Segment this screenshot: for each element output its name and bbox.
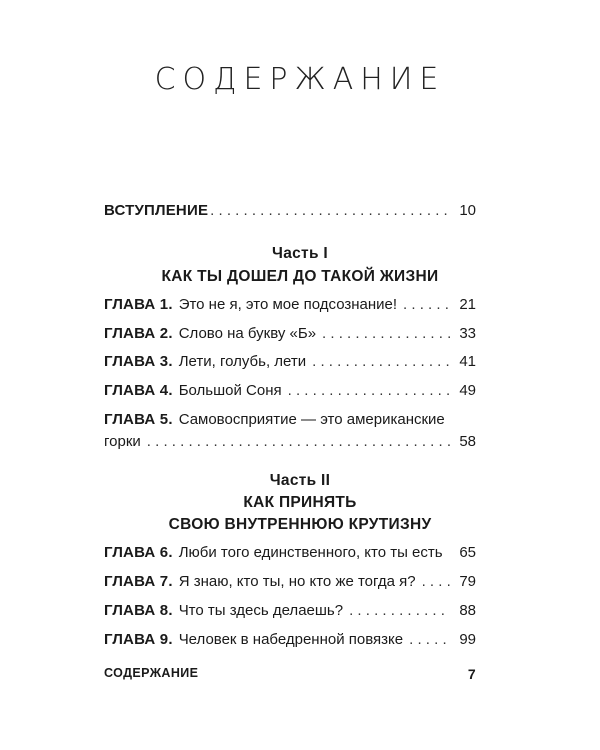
chapter-label: ГЛАВА 2. [104, 325, 173, 342]
part-2-title-line-2: СВОЮ ВНУТРЕННЮЮ КРУТИЗНУ [168, 516, 432, 533]
chapter-page: 58 [459, 433, 476, 450]
page-number: 7 [467, 666, 476, 682]
chapter-label: ГЛАВА 9. [104, 631, 173, 648]
part-1-title: КАК ТЫ ДОШЕЛ ДО ТАКОЙ ЖИЗНИ [161, 268, 439, 285]
page-footer [104, 666, 476, 682]
toc-entry-chapter-5[interactable] [104, 409, 476, 453]
part-2-title-line-1: КАК ПРИНЯТЬ [243, 494, 357, 511]
intro-label: ВСТУПЛЕНИЕ [104, 202, 209, 219]
chapter-page: 49 [459, 382, 476, 399]
chapter-page: 99 [459, 631, 476, 648]
toc-entry-chapter-2[interactable] [104, 323, 476, 345]
chapter-page: 79 [459, 573, 476, 590]
toc-entry-chapter-8[interactable] [104, 600, 476, 622]
toc-entry-intro[interactable] [104, 200, 476, 222]
chapter-title: Слово на букву «Б» [178, 325, 317, 342]
chapter-label: ГЛАВА 5. [104, 411, 173, 428]
chapter-title: Человек в набедренной повязке [178, 631, 404, 648]
leader-dots [349, 600, 450, 622]
chapter-label: ГЛАВА 7. [104, 573, 173, 590]
chapter-title: Большой Соня [178, 382, 282, 399]
leader-dots [403, 294, 450, 316]
toc-entry-chapter-7[interactable] [104, 571, 476, 593]
running-head: СОДЕРЖАНИЕ [104, 666, 199, 680]
part-2-heading: Часть II [269, 472, 331, 489]
intro-page: 10 [459, 202, 476, 219]
chapter-title-continued: горки [104, 433, 141, 450]
chapter-label: ГЛАВА 8. [104, 602, 173, 619]
chapter-title: Самовосприятие — это американские [178, 411, 445, 428]
leader-dots [449, 542, 450, 564]
page-title: СОДЕРЖАНИЕ [154, 62, 446, 97]
leader-dots [210, 200, 450, 222]
chapter-label: ГЛАВА 6. [104, 544, 173, 561]
leader-dots [409, 629, 450, 651]
chapter-title: Это не я, это мое подсознание! [178, 296, 398, 313]
toc-entry-chapter-4[interactable] [104, 380, 476, 402]
chapter-title: Лети, голубь, лети [178, 353, 307, 370]
leader-dots [288, 380, 450, 402]
leader-dots [322, 323, 450, 345]
toc-entry-chapter-1[interactable] [104, 294, 476, 316]
toc-entry-chapter-6[interactable] [104, 542, 476, 564]
toc-entry-chapter-3[interactable] [104, 351, 476, 373]
leader-dots [312, 351, 450, 373]
leader-dots [147, 431, 450, 453]
chapter-page: 65 [459, 544, 476, 561]
chapter-title: Что ты здесь делаешь? [178, 602, 344, 619]
chapter-page: 33 [459, 325, 476, 342]
chapter-page: 21 [459, 296, 476, 313]
part-1-heading: Часть I [272, 245, 328, 262]
chapter-title: Я знаю, кто ты, но кто же тогда я? [178, 573, 416, 590]
chapter-page: 88 [459, 602, 476, 619]
toc-entry-chapter-9[interactable] [104, 629, 476, 651]
chapter-label: ГЛАВА 1. [104, 296, 173, 313]
chapter-page: 41 [459, 353, 476, 370]
chapter-title: Люби того единственного, кто ты есть [178, 544, 443, 561]
chapter-label: ГЛАВА 3. [104, 353, 173, 370]
chapter-label: ГЛАВА 4. [104, 382, 173, 399]
leader-dots [422, 571, 450, 593]
